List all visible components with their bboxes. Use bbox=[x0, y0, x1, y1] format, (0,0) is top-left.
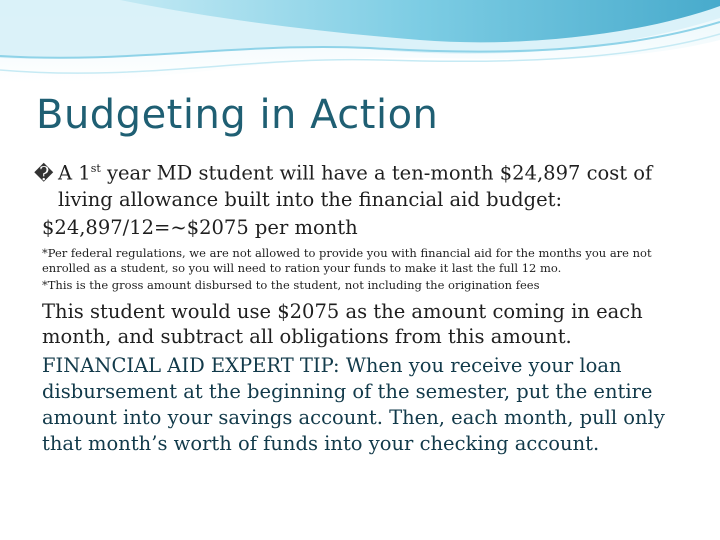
expert-tip-paragraph: FINANCIAL AID EXPERT TIP: When you receive your loan disbursement at the beginning of the semester, put the entire amount into your savings account. Then, each month, pull only that month’s worth of funds into your checking account. bbox=[42, 353, 665, 455]
intro-superscript: st bbox=[90, 162, 101, 175]
bullet-icon: � bbox=[34, 162, 54, 185]
gross-amount-note: *This is the gross amount disbursed to the student, not including the origination fees bbox=[42, 277, 540, 292]
regulation-note: *Per federal regulations, we are not allowed to provide you with financial aid for the months you are not enrolled as a student, so you will need to ration your funds to make it last the full 12 mo. bbox=[42, 245, 652, 275]
usage-paragraph: This student would use $2075 as the amount coming in each month, and subtract all obligations from this amount. bbox=[42, 299, 643, 348]
slide-title: Budgeting in Action bbox=[36, 92, 439, 138]
calculation-line: $24,897/12=~$2075 per month bbox=[42, 215, 358, 239]
slide-body bbox=[34, 156, 684, 457]
intro-text-a: A 1 bbox=[58, 161, 91, 185]
intro-paragraph bbox=[34, 156, 684, 212]
intro-text-b: year MD student will have a ten-month $24,897 cost of living allowance built into the financial aid budget: bbox=[58, 161, 653, 211]
